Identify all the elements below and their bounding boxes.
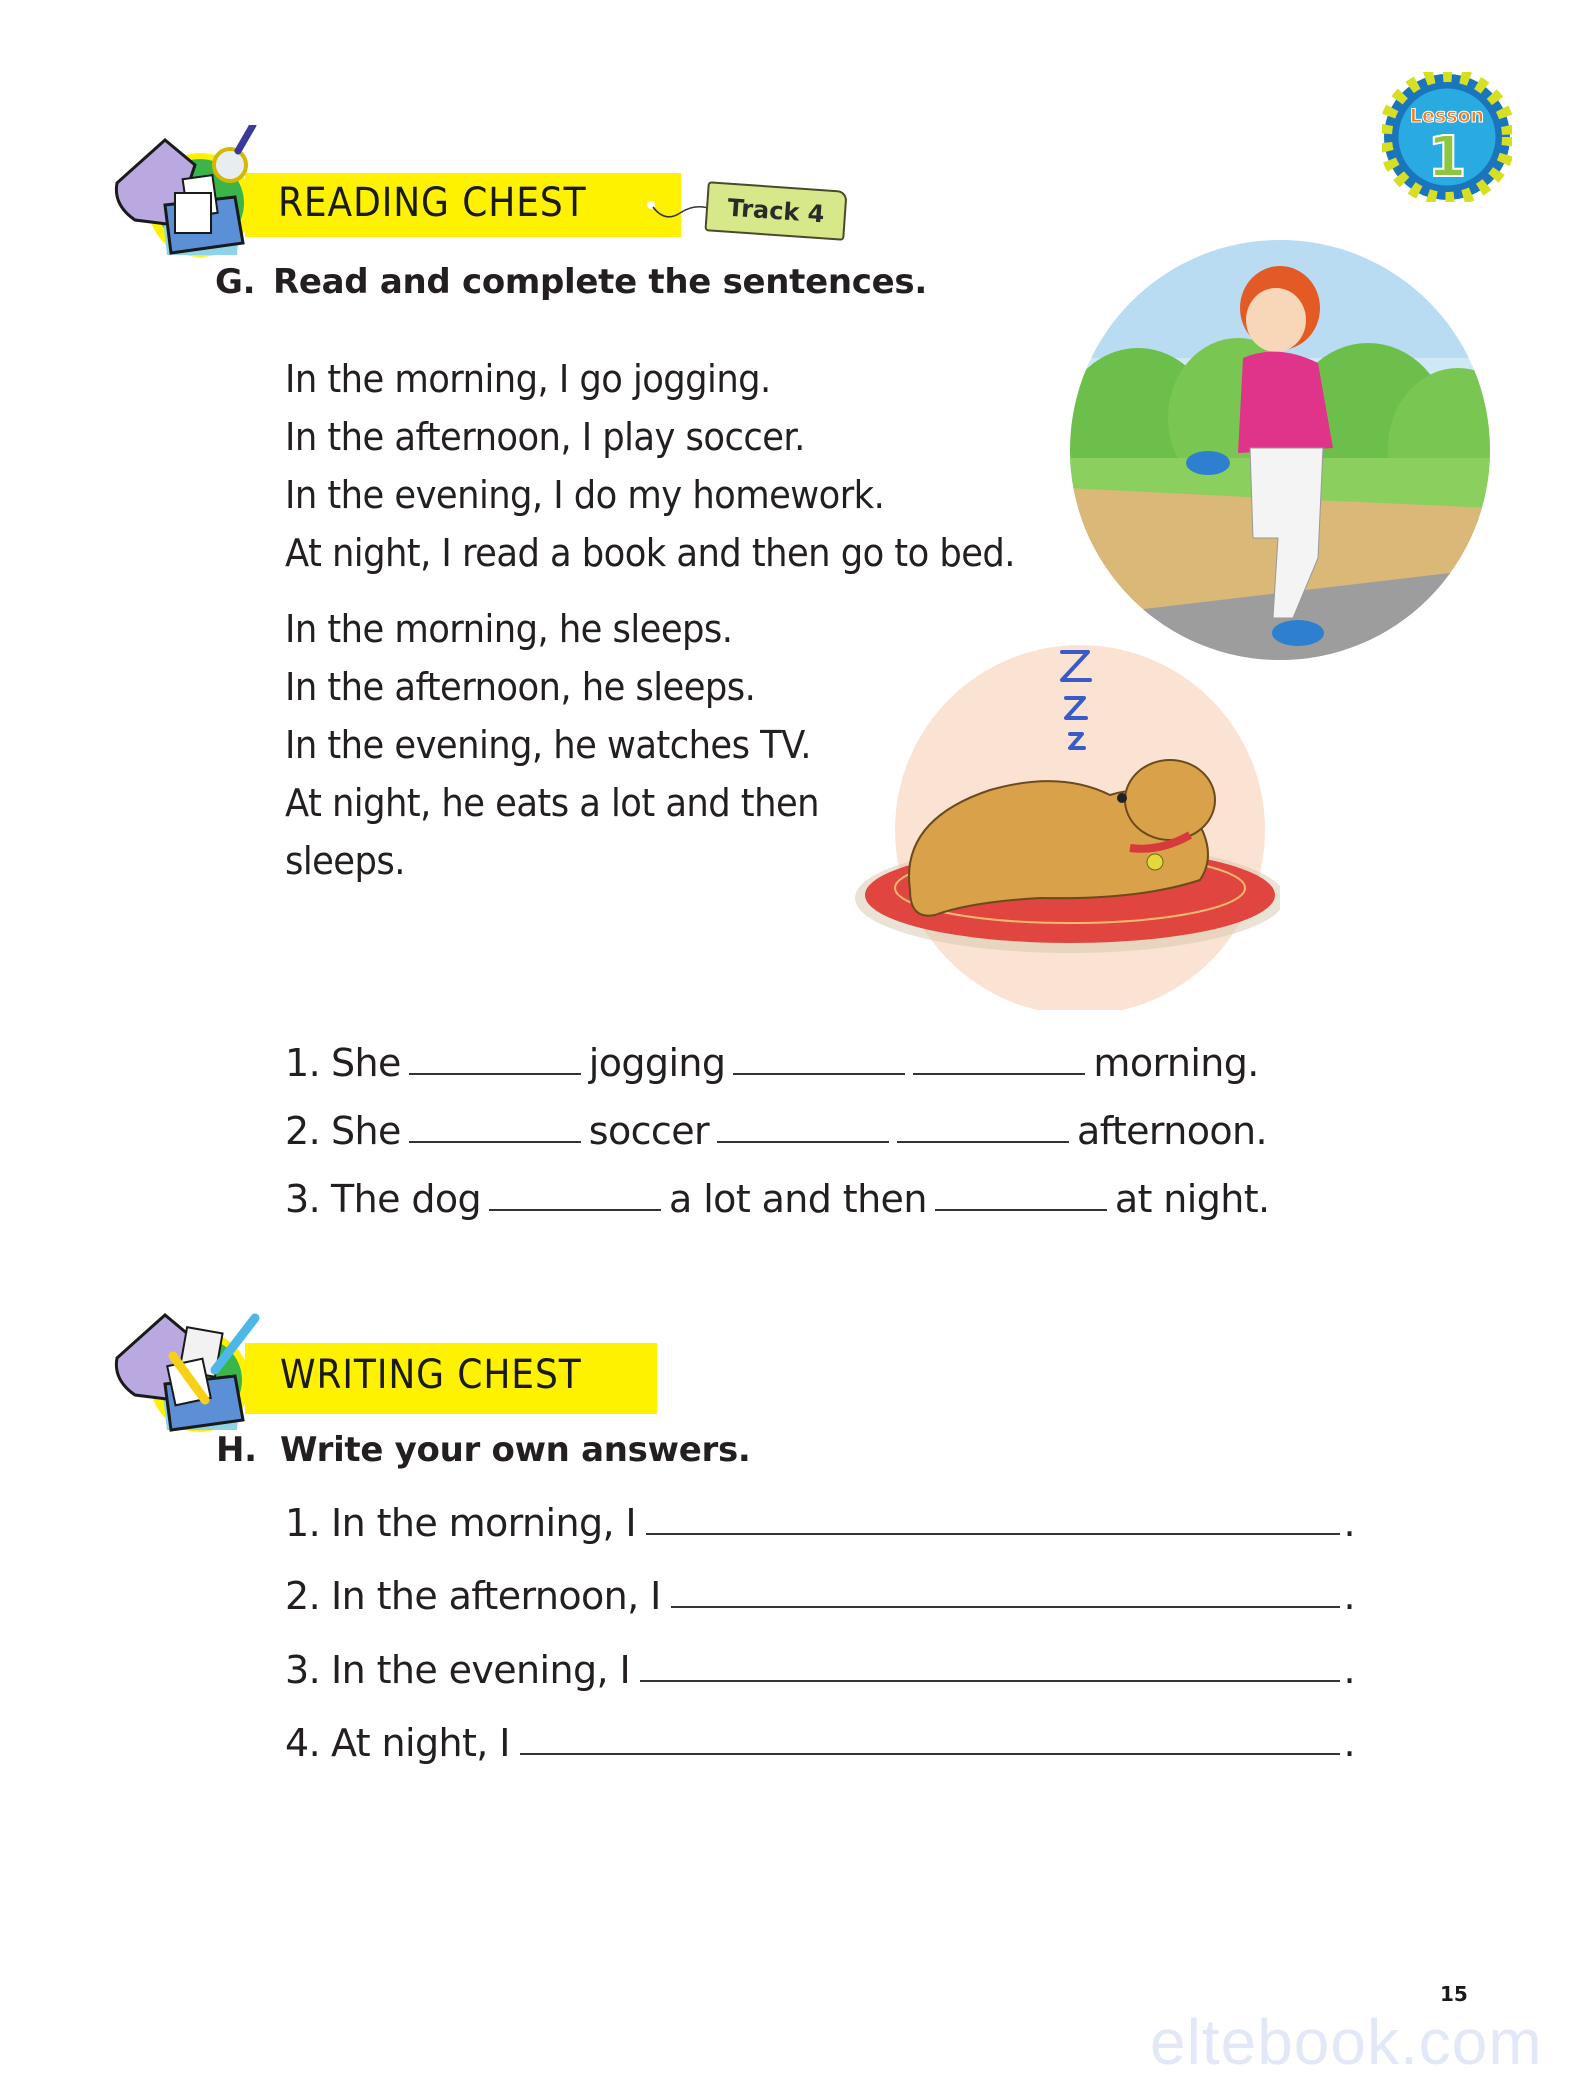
answer-blank[interactable] — [913, 1072, 1085, 1075]
item-number: 3. — [285, 1648, 321, 1692]
answer-line[interactable] — [520, 1752, 1340, 1755]
passage-dog — [285, 600, 859, 890]
passage-line: At night, I read a book and then go to bed. — [285, 531, 1015, 575]
track-label: Track 4 — [726, 193, 826, 229]
audio-track-tag[interactable] — [704, 181, 847, 241]
item-end: . — [1343, 1501, 1355, 1545]
answer-blank[interactable] — [489, 1208, 661, 1211]
completion-item-2 — [285, 1085, 1270, 1153]
writing-chest-title: WRITING CHEST — [280, 1352, 582, 1398]
item-end: . — [1343, 1721, 1355, 1765]
dog-sleeping-illustration — [840, 630, 1280, 1010]
item-text: afternoon. — [1077, 1109, 1268, 1153]
exercise-instruction: Write your own answers. — [280, 1430, 751, 1470]
writing-item-1 — [285, 1485, 1355, 1545]
writing-item-4 — [285, 1692, 1355, 1765]
item-text: She — [331, 1109, 401, 1153]
completion-item-3 — [285, 1153, 1270, 1221]
item-text: jogging — [588, 1041, 726, 1085]
exercise-h-heading — [216, 1430, 751, 1470]
svg-text:1: 1 — [1427, 125, 1467, 190]
item-end: . — [1343, 1648, 1355, 1692]
item-end: . — [1343, 1574, 1355, 1618]
passage-line: sleeps. — [285, 839, 405, 883]
item-number: 4. — [285, 1721, 321, 1765]
writing-chest-icon — [105, 1300, 265, 1440]
passage-line: At night, he eats a lot and then — [285, 781, 819, 825]
passage-line: In the afternoon, he sleeps. — [285, 665, 756, 709]
item-number: 2. — [285, 1109, 321, 1153]
item-number: 1. — [285, 1501, 321, 1545]
exercise-instruction: Read and complete the sentences. — [273, 262, 927, 302]
item-text: morning. — [1093, 1041, 1259, 1085]
passage-line: In the morning, I go jogging. — [285, 357, 771, 401]
item-text: She — [331, 1041, 401, 1085]
item-prompt: In the evening, I — [331, 1648, 631, 1692]
passage-line: In the morning, he sleeps. — [285, 607, 733, 651]
svg-text:Lesson: Lesson — [1409, 105, 1485, 127]
item-number: 1. — [285, 1041, 321, 1085]
answer-blank[interactable] — [409, 1072, 581, 1075]
passage-line: In the evening, I do my homework. — [285, 473, 885, 517]
item-text: The dog — [331, 1177, 482, 1221]
answer-blank[interactable] — [733, 1072, 905, 1075]
completion-item-1 — [285, 1025, 1270, 1085]
item-prompt: In the morning, I — [331, 1501, 637, 1545]
answer-line[interactable] — [671, 1605, 1340, 1608]
exercise-g-heading — [215, 262, 927, 302]
item-text: soccer — [588, 1109, 710, 1153]
item-prompt: In the afternoon, I — [331, 1574, 661, 1618]
answer-blank[interactable] — [409, 1140, 581, 1143]
answer-line[interactable] — [646, 1532, 1339, 1535]
item-number: 3. — [285, 1177, 321, 1221]
completion-items — [285, 1025, 1270, 1221]
reading-chest-title: READING CHEST — [278, 180, 587, 226]
answer-line[interactable] — [640, 1679, 1339, 1682]
passage-girl — [285, 350, 1070, 582]
item-text: a lot and then — [669, 1177, 927, 1221]
lesson-badge — [1382, 72, 1512, 202]
answer-blank[interactable] — [717, 1140, 889, 1143]
lesson-badge-icon — [1382, 72, 1512, 202]
passage-line: In the afternoon, I play soccer. — [285, 415, 805, 459]
exercise-letter: G. — [215, 262, 256, 302]
passage-line: In the evening, he watches TV. — [285, 723, 811, 767]
reading-chest-icon — [105, 125, 265, 265]
exercise-letter: H. — [216, 1430, 257, 1470]
writing-items — [285, 1485, 1355, 1765]
item-text: at night. — [1114, 1177, 1270, 1221]
answer-blank[interactable] — [935, 1208, 1107, 1211]
girl-jogging-illustration — [1068, 238, 1492, 666]
watermark: eltebook.com — [1150, 2006, 1543, 2078]
item-prompt: At night, I — [331, 1721, 510, 1765]
item-number: 2. — [285, 1574, 321, 1618]
writing-item-2 — [285, 1545, 1355, 1618]
writing-item-3 — [285, 1618, 1355, 1692]
answer-blank[interactable] — [897, 1140, 1069, 1143]
page-number: 15 — [1440, 1982, 1468, 2006]
